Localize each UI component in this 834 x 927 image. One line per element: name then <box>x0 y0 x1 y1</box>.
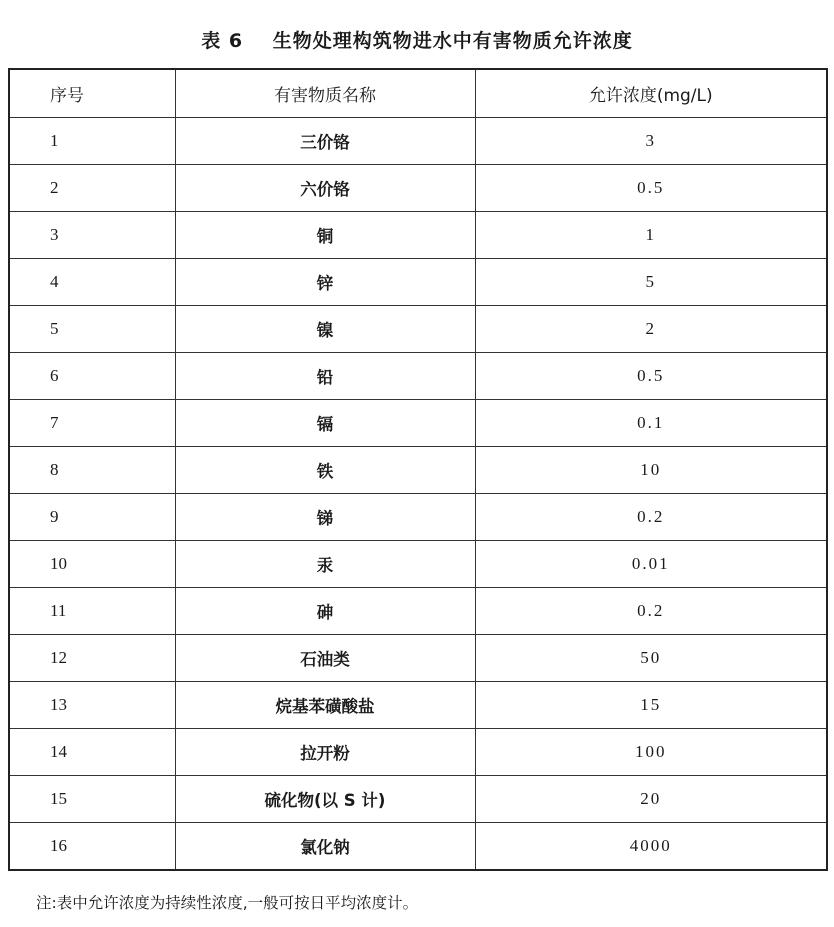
table-note: 注:表中允许浓度为持续性浓度,一般可按日平均浓度计。 <box>36 894 419 912</box>
row-concentration-cell: 5 <box>475 259 827 306</box>
table-row <box>9 682 827 729</box>
table-row <box>9 165 827 212</box>
row-seq-cell: 13 <box>9 682 175 729</box>
row-substance-cell: 锌 <box>175 259 475 306</box>
row-concentration-cell: 50 <box>475 635 827 682</box>
row-seq-cell: 16 <box>9 823 175 871</box>
row-substance-cell: 六价铬 <box>175 165 475 212</box>
row-substance-cell: 硫化物(以 S 计) <box>175 776 475 823</box>
row-substance-cell: 汞 <box>175 541 475 588</box>
row-substance-cell: 砷 <box>175 588 475 635</box>
table-row <box>9 729 827 776</box>
row-seq-cell: 7 <box>9 400 175 447</box>
row-substance-cell: 镉 <box>175 400 475 447</box>
row-seq-cell: 10 <box>9 541 175 588</box>
table-header-row <box>9 69 827 118</box>
row-substance-cell: 铜 <box>175 212 475 259</box>
table-title: 生物处理构筑物进水中有害物质允许浓度 <box>272 30 633 52</box>
table-body <box>9 118 827 871</box>
row-concentration-cell: 1 <box>475 212 827 259</box>
row-concentration-cell: 3 <box>475 118 827 165</box>
row-seq-cell: 12 <box>9 635 175 682</box>
row-concentration-cell: 4000 <box>475 823 827 871</box>
table-row <box>9 353 827 400</box>
table-row <box>9 447 827 494</box>
row-substance-cell: 氯化钠 <box>175 823 475 871</box>
row-seq-cell: 6 <box>9 353 175 400</box>
row-seq-cell: 15 <box>9 776 175 823</box>
row-substance-cell: 拉开粉 <box>175 729 475 776</box>
table-number: 表 6 <box>201 30 244 52</box>
table-caption <box>0 26 834 53</box>
table-row <box>9 541 827 588</box>
table-row <box>9 400 827 447</box>
table-row <box>9 212 827 259</box>
table-row <box>9 259 827 306</box>
row-seq-cell: 11 <box>9 588 175 635</box>
header-allowed-concentration: 允许浓度(mg/L) <box>475 69 827 118</box>
row-concentration-cell: 100 <box>475 729 827 776</box>
row-concentration-cell: 0.1 <box>475 400 827 447</box>
row-substance-cell: 铅 <box>175 353 475 400</box>
row-substance-cell: 烷基苯磺酸盐 <box>175 682 475 729</box>
row-concentration-cell: 20 <box>475 776 827 823</box>
header-seq: 序号 <box>9 69 175 118</box>
table-row <box>9 588 827 635</box>
row-concentration-cell: 2 <box>475 306 827 353</box>
row-substance-cell: 石油类 <box>175 635 475 682</box>
row-concentration-cell: 0.2 <box>475 494 827 541</box>
row-seq-cell: 4 <box>9 259 175 306</box>
row-concentration-cell: 0.2 <box>475 588 827 635</box>
table-row <box>9 118 827 165</box>
harmful-substances-table <box>8 68 828 871</box>
row-seq-cell: 8 <box>9 447 175 494</box>
row-substance-cell: 锑 <box>175 494 475 541</box>
row-seq-cell: 9 <box>9 494 175 541</box>
table-row <box>9 823 827 871</box>
row-concentration-cell: 15 <box>475 682 827 729</box>
row-seq-cell: 3 <box>9 212 175 259</box>
row-seq-cell: 1 <box>9 118 175 165</box>
row-concentration-cell: 10 <box>475 447 827 494</box>
row-substance-cell: 铁 <box>175 447 475 494</box>
table-row <box>9 494 827 541</box>
row-concentration-cell: 0.01 <box>475 541 827 588</box>
row-seq-cell: 2 <box>9 165 175 212</box>
row-seq-cell: 5 <box>9 306 175 353</box>
row-concentration-cell: 0.5 <box>475 353 827 400</box>
row-concentration-cell: 0.5 <box>475 165 827 212</box>
table-row <box>9 635 827 682</box>
row-substance-cell: 镍 <box>175 306 475 353</box>
table-row <box>9 776 827 823</box>
header-substance-name: 有害物质名称 <box>175 69 475 118</box>
table-row <box>9 306 827 353</box>
row-seq-cell: 14 <box>9 729 175 776</box>
row-substance-cell: 三价铬 <box>175 118 475 165</box>
